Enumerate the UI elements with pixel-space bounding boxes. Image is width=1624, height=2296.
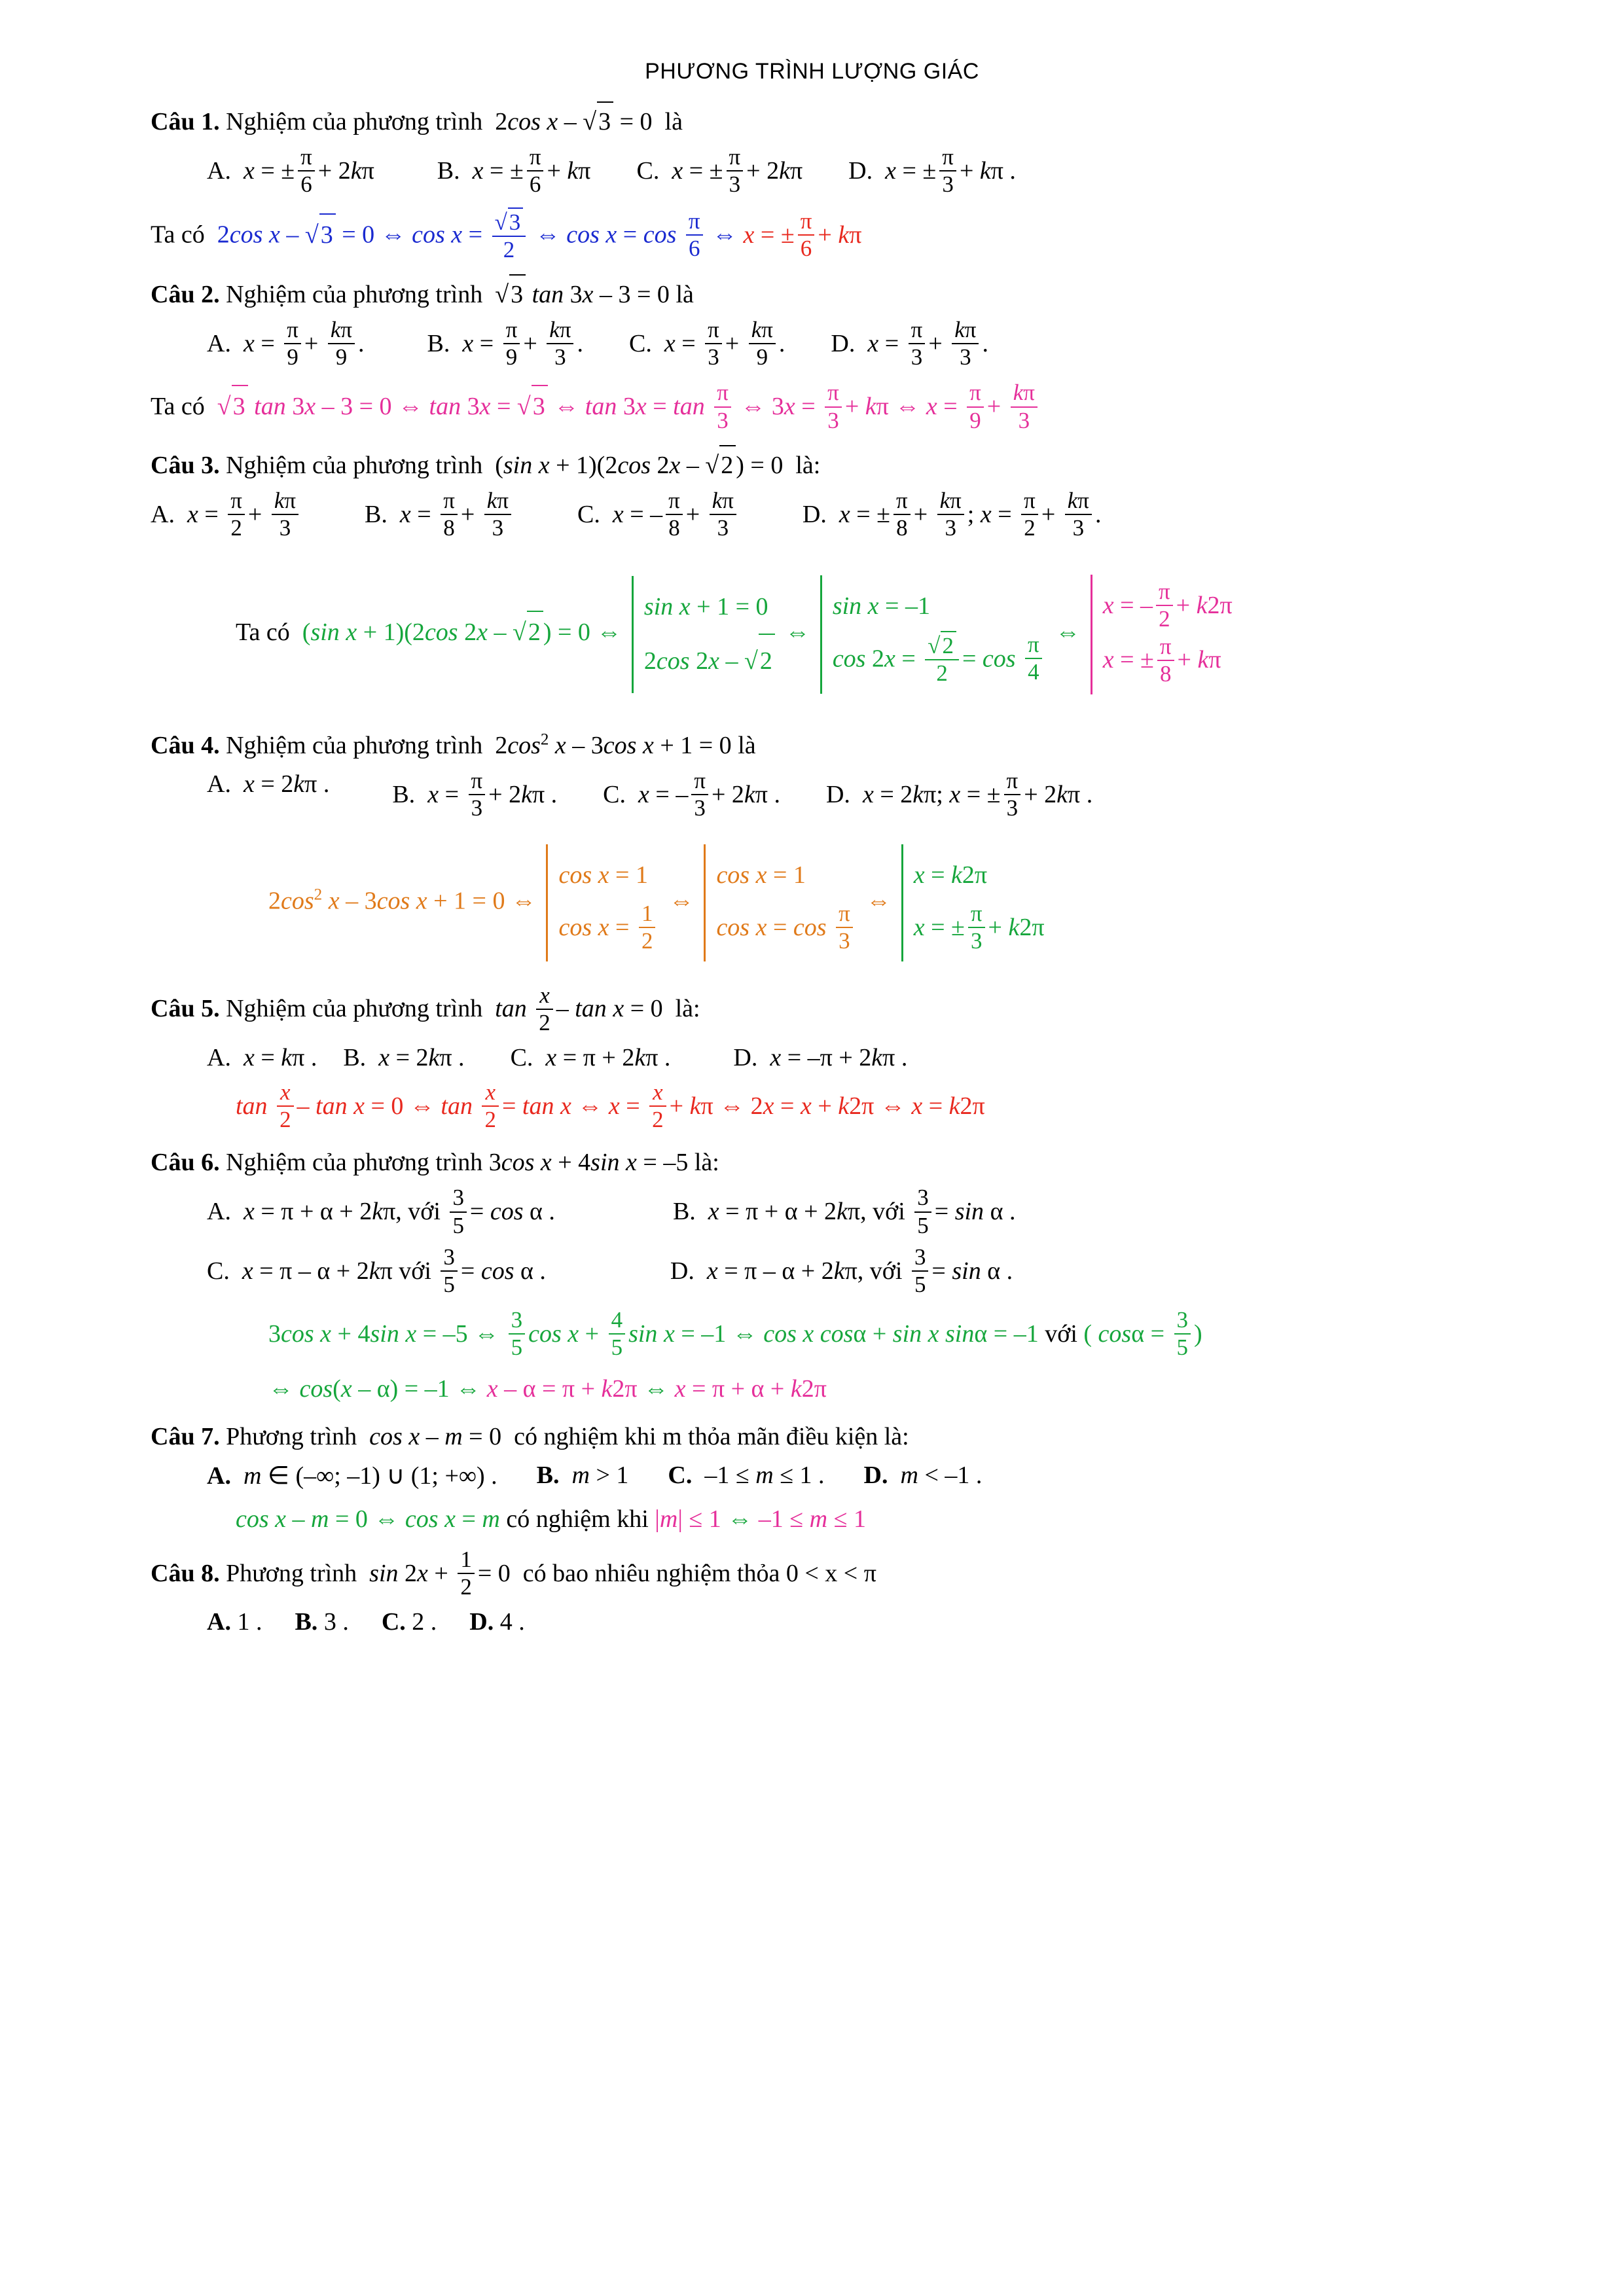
question-1-stem — [151, 101, 1473, 141]
question-3-stem — [151, 445, 1473, 484]
question-5-options — [151, 1043, 1473, 1072]
question-8-stem-text: Phương trình — [226, 1559, 357, 1587]
question-1-stem-text: Nghiệm của phương trình — [226, 108, 483, 135]
option-8-A[interactable]: A. 1 . — [207, 1608, 262, 1636]
question-6-options-row1 — [151, 1187, 1473, 1240]
option-7-A[interactable]: A. m ∈ (–∞; –1) ∪ (1; +∞) . — [207, 1462, 497, 1490]
option-1-A[interactable]: A. x = ± $\frac{\pi}{6}$ + 2kπ — [207, 144, 374, 198]
option-8-D[interactable]: D. 4 . — [469, 1608, 525, 1636]
question-3-options — [151, 487, 1473, 543]
question-2-label: Câu 2. — [151, 280, 220, 308]
question-6-stem — [151, 1144, 1473, 1181]
option-6-B[interactable]: B. x = π + α + 2kπ, với $\frac{3}{5}$ = sin α . — [672, 1185, 1016, 1238]
option-7-B[interactable]: B. m > 1 — [536, 1462, 629, 1490]
question-4-stem-tail: là — [738, 731, 756, 759]
question-3-stem-tail: là: — [795, 451, 821, 479]
option-4-D[interactable]: D. x = 2kπ; x = ± $\frac{\pi}{3}$ + 2kπ . — [825, 768, 1093, 821]
ta-co-label-2: Ta có — [151, 393, 205, 421]
case-brace-4-2: cos x = 1 cos x = cos $\frac{\pi}{3}$ — [704, 844, 856, 961]
question-6-label: Câu 6. — [151, 1149, 220, 1177]
option-3-D[interactable]: D. x = ± $\frac{\pi}{8}$ + $\frac{k\pi}{3}$ ; x = $\frac{\pi}{2}$ + $\frac{k\pi}{3}$ . — [802, 487, 1102, 541]
question-2-options — [151, 316, 1473, 372]
option-3-C[interactable]: C. x = – $\frac{\pi}{8}$ + $\frac{k\pi}{3}$ — [577, 490, 740, 543]
question-7-stem-tail: có nghiệm khi m thỏa mãn điều kiện là: — [514, 1423, 909, 1451]
question-4-stem-math: $2\cos^2$ x – 3cos x + 1 = 0 — [488, 730, 738, 759]
question-4-stem-text: Nghiệm của phương trình — [226, 731, 483, 759]
question-2-stem-math: √3 tan 3x – 3 = 0 — [489, 281, 676, 308]
question-8-label: Câu 8. — [151, 1559, 220, 1587]
question-6-solution-line1: 3cos x + 4sin x = –5 ⇔ $\frac{3}{5}$ cos x + $\frac{4}{5}$ sin x = –1 ⇔ cos x cosα + sin x sinα = –1 với ( cosα = $\frac{3}{5}$ ) — [268, 1307, 1202, 1361]
question-4-options — [151, 770, 1473, 823]
question-4-solution: $2\cos^2$ x – 3cos x + 1 = 0 ⇔ cos x = 1 cos x = $\frac{1}{2}$ ⇔ cos x = 1 cos x = cos $\frac{\pi}{3}$ ⇔ x = k2π x = ± $\frac{\pi}{3}$ + k2π — [151, 844, 1473, 961]
option-6-D[interactable]: D. x = π – α + 2kπ, với $\frac{3}{5}$ = sin α . — [670, 1244, 1013, 1297]
option-2-D[interactable]: D. x = $\frac{\pi}{3}$ + $\frac{k\pi}{3}$ . — [831, 316, 988, 370]
question-3-label: Câu 3. — [151, 451, 220, 479]
question-6-options-row2 — [151, 1246, 1473, 1300]
option-4-C[interactable]: C. x = – $\frac{\pi}{3}$ + 2kπ . — [603, 768, 780, 821]
question-7-solution: cos x – m = 0 ⇔ cos x = m có nghiệm khi |m| ≤ 1 ⇔ –1 ≤ m ≤ 1 — [236, 1505, 866, 1534]
option-6-C[interactable]: C. x = π – α + 2kπ với $\frac{3}{5}$ = cos α . — [207, 1244, 546, 1297]
page-title: PHƯƠNG TRÌNH LƯỢNG GIÁC — [645, 59, 979, 84]
question-8-stem — [151, 1549, 1473, 1602]
question-1-stem-math: 2cos x – √3 = 0 — [489, 108, 665, 135]
question-5-solution: tan $\frac{x}{2}$ – tan x = 0 ⇔ tan $\frac{x}{2}$ = tan x ⇔ x = $\frac{x}{2}$ + kπ ⇔ 2x = x + k2π ⇔ x = k2π — [236, 1079, 985, 1133]
option-3-A[interactable]: A. x = $\frac{\pi}{2}$ + $\frac{k\pi}{3}$ — [151, 490, 302, 543]
question-7-options — [151, 1461, 1473, 1490]
question-1-options — [151, 146, 1473, 200]
case-brace-3-2: sin x = –1 cos 2x = $\frac{√2}{2}$ = cos $\frac{\pi}{4}$ — [820, 575, 1045, 694]
question-2-stem — [151, 274, 1473, 314]
option-6-A[interactable]: A. x = π + α + 2kπ, với $\frac{3}{5}$ = cos α . — [207, 1185, 555, 1238]
option-5-A[interactable]: A. x = kπ . — [207, 1043, 317, 1071]
option-2-B[interactable]: B. x = $\frac{\pi}{9}$ + $\frac{k\pi}{3}$ . — [427, 316, 583, 370]
question-8-stem-tail: có bao nhiêu nghiệm thỏa 0 < x < π — [522, 1559, 876, 1587]
option-5-D[interactable]: D. x = –π + 2kπ . — [733, 1043, 908, 1071]
question-1-label: Câu 1. — [151, 108, 220, 135]
option-8-B[interactable]: B. 3 . — [295, 1608, 349, 1636]
question-4-label: Câu 4. — [151, 731, 220, 759]
option-7-C[interactable]: C. –1 ≤ m ≤ 1 . — [668, 1462, 825, 1490]
option-4-B[interactable]: B. x = $\frac{\pi}{3}$ + 2kπ . — [392, 768, 558, 821]
question-7-stem-math: cos x – m = 0 — [369, 1423, 514, 1451]
question-8-options — [151, 1607, 1473, 1636]
question-3-stem-text: Nghiệm của phương trình — [226, 451, 483, 479]
question-5-stem-tail: là: — [675, 995, 700, 1023]
option-1-B[interactable]: B. x = ± $\frac{\pi}{6}$ + kπ — [437, 144, 591, 198]
question-7-stem — [151, 1418, 1473, 1456]
option-2-A[interactable]: A. x = $\frac{\pi}{9}$ + $\frac{k\pi}{9}$ . — [207, 316, 365, 370]
case-brace-3-1: sin x + 1 = 0 2cos 2x – √2 — [632, 576, 775, 693]
question-5-stem — [151, 984, 1473, 1037]
question-6-stem-tail: là: — [694, 1149, 719, 1177]
question-5-stem-math: tan $\frac{x}{2}$ – tan x = 0 — [495, 982, 676, 1035]
option-1-C[interactable]: C. x = ± $\frac{\pi}{3}$ + 2kπ — [636, 144, 803, 198]
option-5-B[interactable]: B. x = 2kπ . — [343, 1043, 465, 1071]
question-6-stem-math: 3cos x + 4sin x = –5 — [488, 1149, 695, 1177]
question-6-stem-text: Nghiệm của phương trình — [226, 1149, 483, 1177]
question-8-stem-math: sin 2x + $\frac{1}{2}$ = 0 — [369, 1547, 523, 1600]
question-6-solution-line2: ⇔ cos(x – α) = –1 ⇔ x – α = π + k2π ⇔ x = π + α + k2π — [268, 1375, 827, 1403]
question-1-stem-tail: là — [664, 108, 683, 135]
ta-co-label-3: Ta có — [236, 619, 290, 647]
question-1-solution: Ta có 2cos x – √3 = 0 ⇔ cos x = $\frac{√3}{2}$ ⇔ cos x = cos $\frac{\pi}{6}$ ⇔ x = ± $\frac{\pi}{6}$ + kπ — [151, 208, 862, 262]
ta-co-label-1: Ta có — [151, 221, 205, 249]
option-3-B[interactable]: B. x = $\frac{\pi}{8}$ + $\frac{k\pi}{3}$ — [365, 490, 514, 543]
question-5-label: Câu 5. — [151, 995, 220, 1023]
question-5-stem-text: Nghiệm của phương trình — [226, 995, 483, 1023]
case-brace-3-3: x = – $\frac{\pi}{2}$ + k2π x = ± $\frac{\pi}{8}$ + kπ — [1091, 575, 1233, 694]
option-2-C[interactable]: C. x = $\frac{\pi}{3}$ + $\frac{k\pi}{9}$ . — [628, 316, 785, 370]
question-3-solution: Ta có (sin x + 1)(2cos 2x – √2 ) = 0 ⇔ sin x + 1 = 0 2cos 2x – √2 ⇔ sin x = –1 cos 2x = $\frac{√2}{2}$ = cos $\frac{\pi}{4}$ ⇔ x = – $\frac{\pi}{2}$ + k2π x = ± $\frac{\pi}{8}$ + kπ — [151, 575, 1473, 694]
question-7-stem-text: Phương trình — [226, 1423, 357, 1451]
option-1-D[interactable]: D. x = ± $\frac{\pi}{3}$ + kπ . — [848, 144, 1016, 198]
question-2-stem-tail: là — [676, 280, 694, 308]
question-2-solution: Ta có √3 tan 3x – 3 = 0 ⇔ tan 3x = √3 ⇔ tan 3x = tan $\frac{\pi}{3}$ ⇔ 3x = $\frac{\pi}{3}$ + kπ ⇔ x = $\frac{\pi}{9}$ + $\frac{k\pi}{3}$ — [151, 382, 1473, 435]
option-5-C[interactable]: C. x = π + 2kπ . — [510, 1043, 671, 1071]
case-brace-4-1: cos x = 1 cos x = $\frac{1}{2}$ — [546, 844, 659, 961]
case-brace-4-3: x = k2π x = ± $\frac{\pi}{3}$ + k2π — [901, 844, 1045, 961]
question-7-label: Câu 7. — [151, 1423, 220, 1451]
option-8-C[interactable]: C. 2 . — [381, 1608, 437, 1636]
question-3-stem-math: (sin x + 1)(2cos 2x – √2 ) = 0 — [489, 452, 796, 479]
option-7-D[interactable]: D. m < –1 . — [863, 1462, 983, 1490]
question-2-stem-text: Nghiệm của phương trình — [226, 280, 483, 308]
option-4-A[interactable]: A. x = 2kπ . — [207, 770, 330, 798]
question-4-stem — [151, 727, 1473, 764]
